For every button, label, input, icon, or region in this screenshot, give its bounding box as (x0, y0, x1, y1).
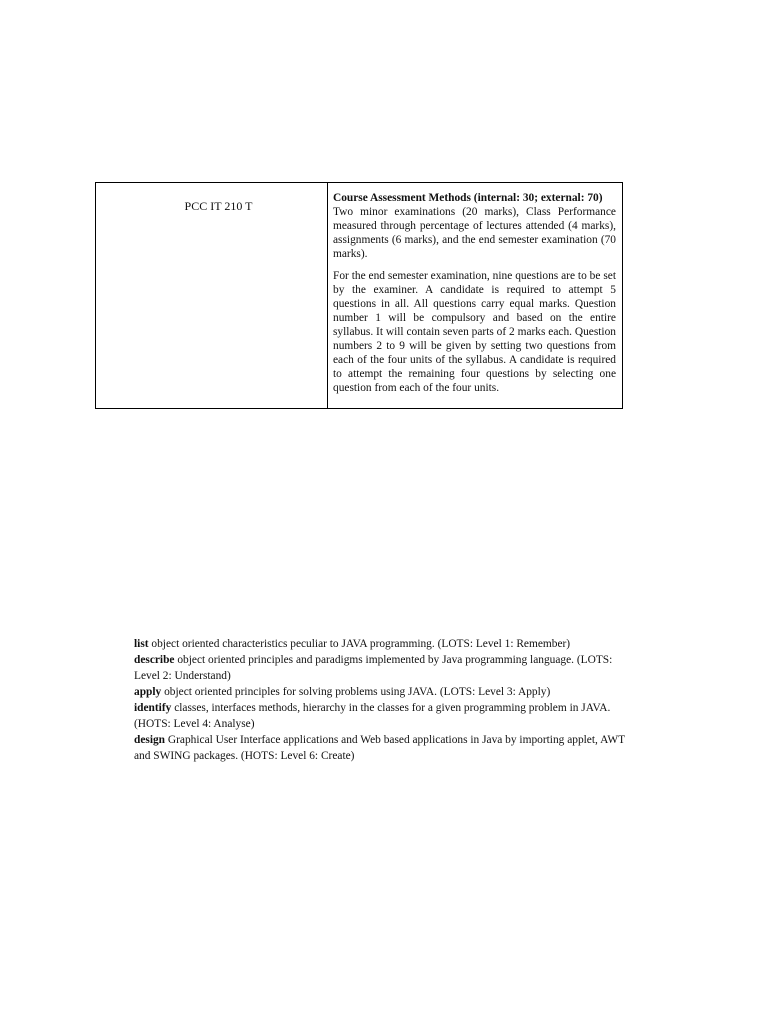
assessment-description-cell (328, 183, 623, 409)
course-outcome-item (134, 684, 634, 700)
internal-assessment-text: Two minor examinations (20 marks), Class Performance measured through percentage of lectures attended (4 marks), assignments (6 marks), and the end semester examination (70 marks). (333, 206, 616, 260)
external-assessment-text: For the end semester examination, nine questions are to be set by the examiner. A candidate is required to attempt 5 questions in all. All questions carry equal marks. Question number 1 will be compulsory and based on the entire syllabus. It will contain seven parts of 2 marks each. Question numbers 2 to 9 will be given by setting two questions from each of the four units of the syllabus. A candidate is required to attempt the remaining four questions by selecting one question from each of the four units. (333, 270, 616, 394)
course-outcome-item (134, 700, 634, 732)
outcome-verb: describe (134, 654, 175, 666)
assessment-row (96, 183, 623, 409)
outcome-verb: design (134, 734, 166, 746)
outcome-verb: identify (134, 702, 172, 714)
course-code-cell (96, 183, 328, 409)
course-outcome-item (134, 636, 634, 652)
course-outcomes-list (134, 636, 634, 764)
assessment-table (95, 182, 623, 409)
course-outcome-item (134, 732, 634, 764)
course-outcome-item (134, 652, 634, 684)
outcome-text: Graphical User Interface applications and Web based applications in Java by importing applet, AWT and SWING packages. (HOTS: Level 6: Create) (134, 734, 625, 762)
outcome-text: object oriented characteristics peculiar to JAVA programming. (LOTS: Level 1: Remember) (148, 638, 571, 650)
outcome-text: classes, interfaces methods, hierarchy in the classes for a given programming problem in JAVA. (HOTS: Level 4: Analyse) (134, 702, 611, 730)
outcome-verb: list (134, 638, 149, 650)
outcome-text: object oriented principles for solving problems using JAVA. (LOTS: Level 3: Apply) (161, 686, 551, 698)
course-code: PCC IT 210 T (184, 199, 253, 213)
outcome-verb: apply (134, 686, 162, 698)
assessment-title: Course Assessment Methods (internal: 30; external: 70) (333, 192, 603, 204)
outcome-text: object oriented principles and paradigms implemented by Java programming language. (LOTS: Level 2: Understand) (134, 654, 613, 682)
